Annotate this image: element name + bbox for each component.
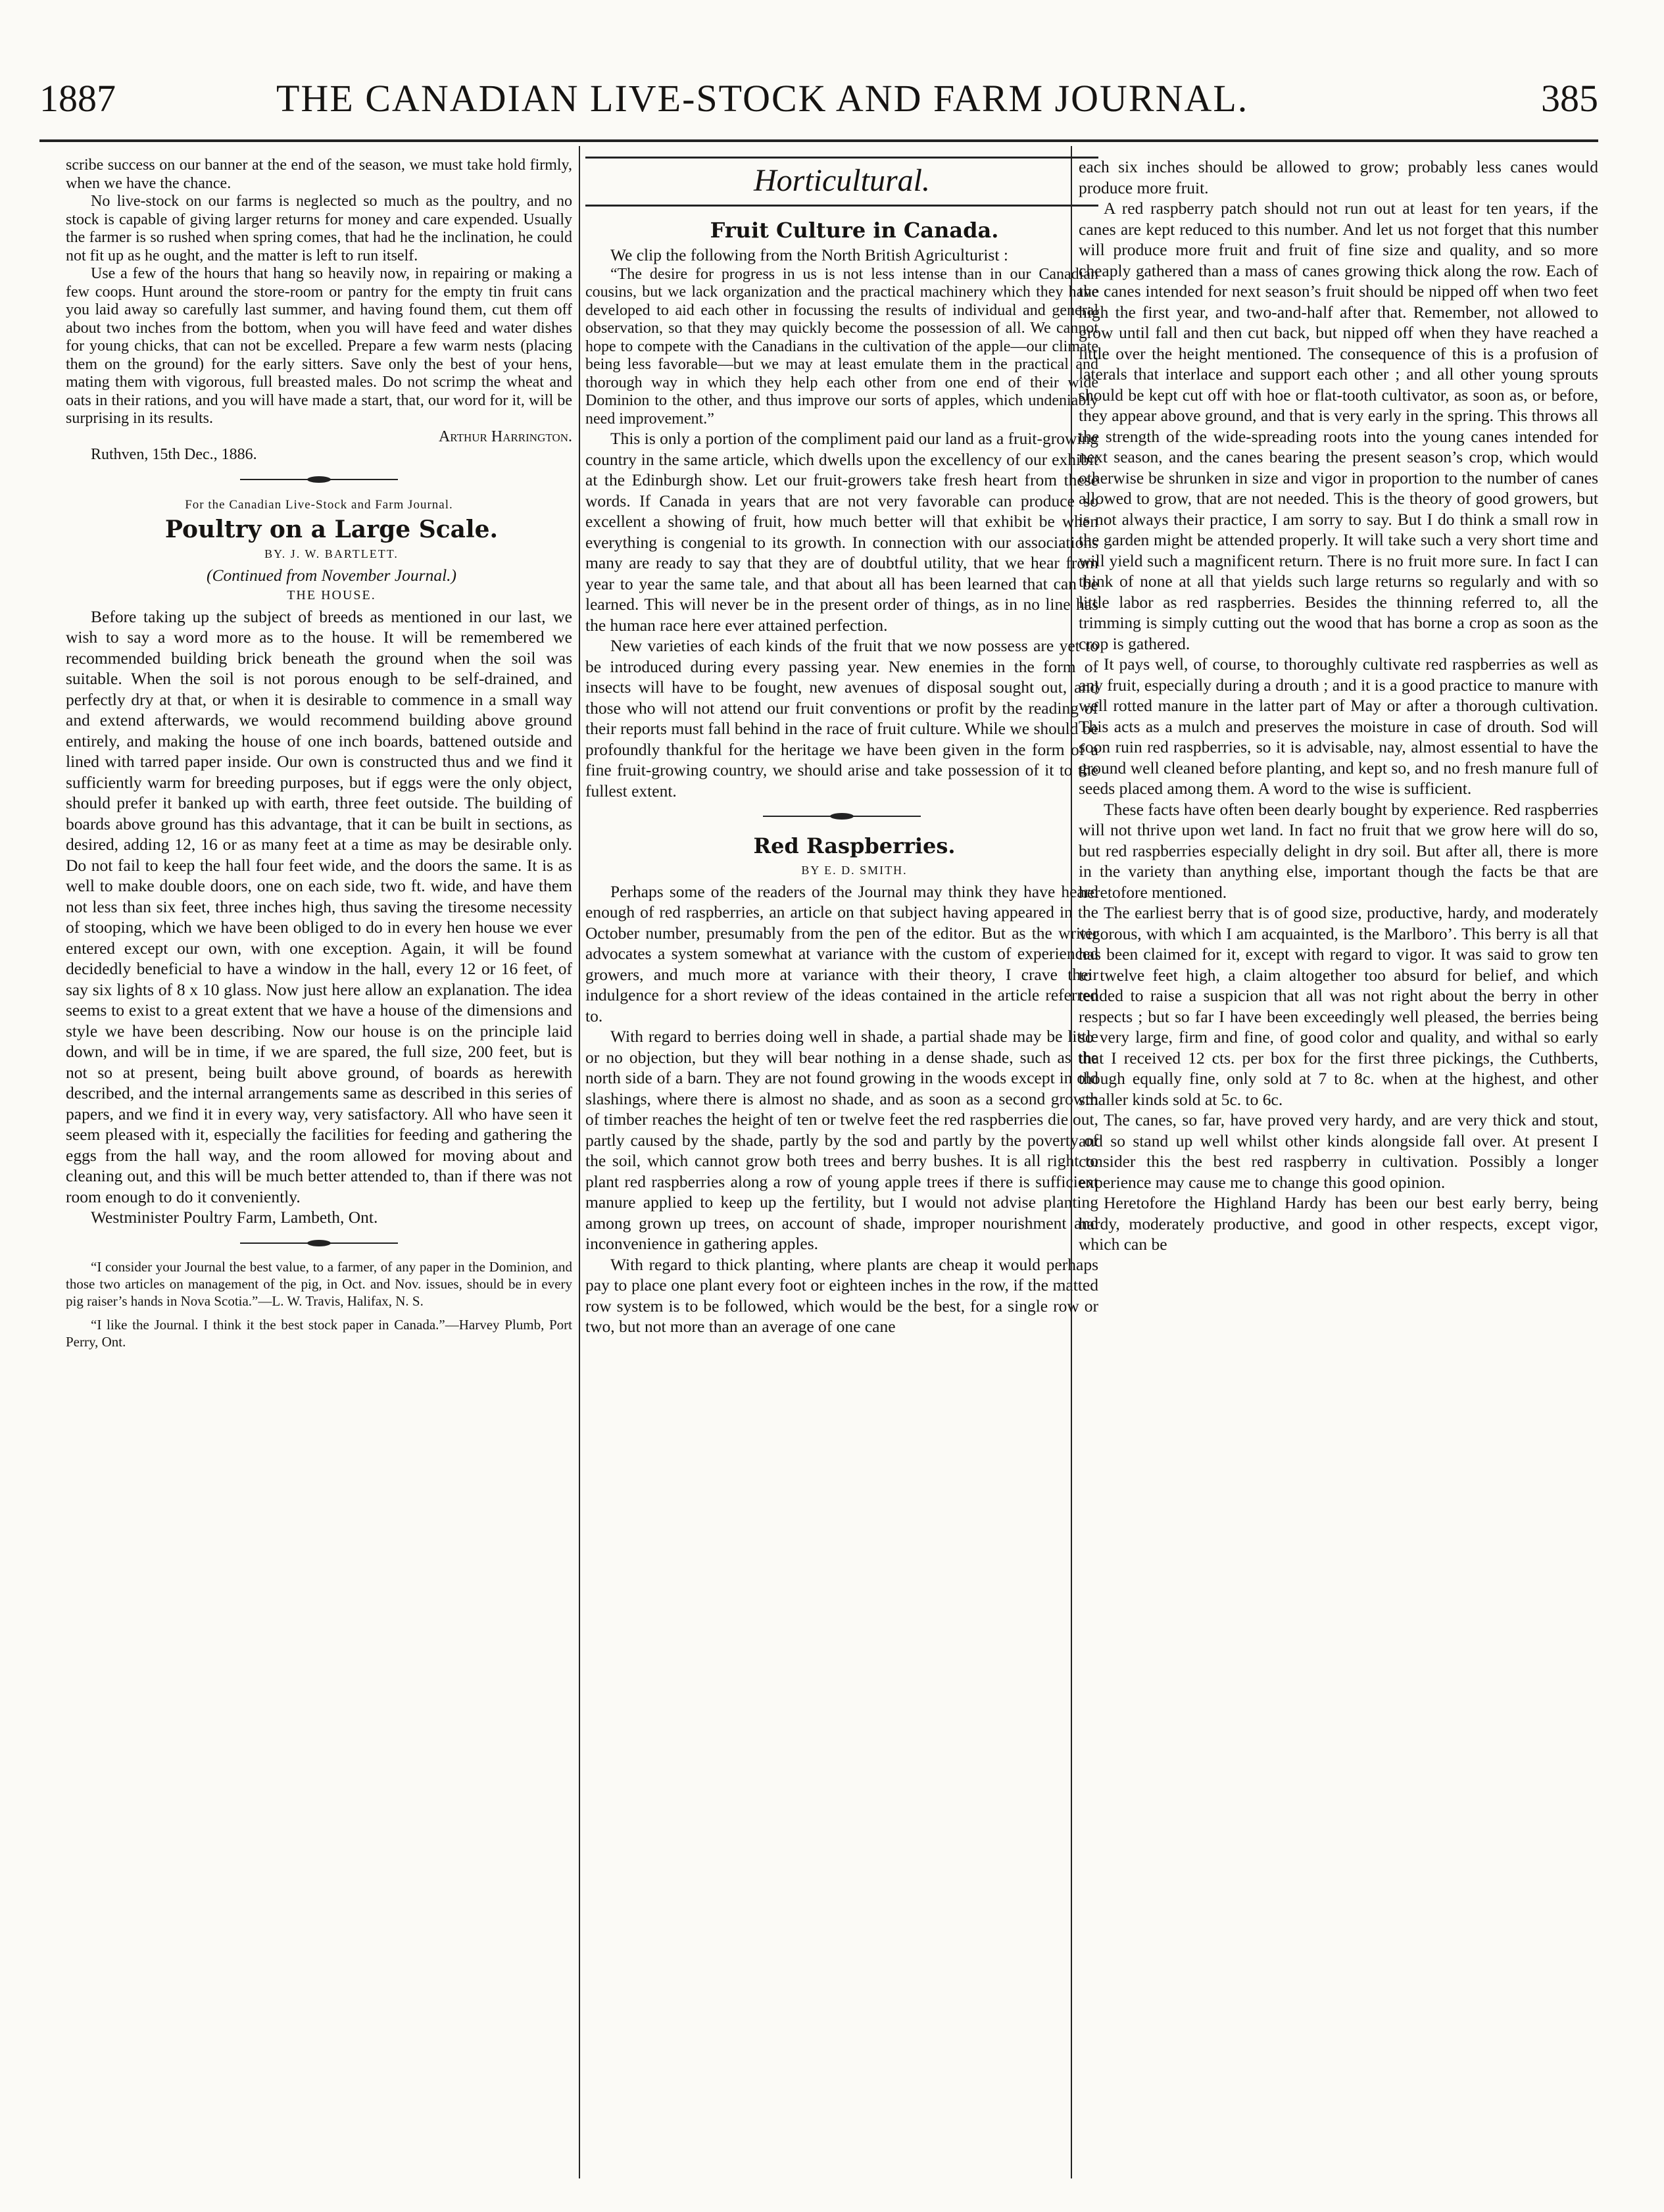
paragraph: No live-stock on our farms is neglected so much as the poultry, and no stock is capable of giving larger returns for money and care expended. Usually the farmer is so rushed when spring comes, that had he the inclination, he could not fit up as he ought, and the matter is left to run itself. [66,193,572,264]
ornament-divider [763,812,921,821]
paragraph: The earliest berry that is of good size, productive, hardy, and moderately vigorous, with which I am acquainted, is the Marlboro’. This berry is all that has been claimed for it, except with regard to vigor. It was said to grow ten to twelve feet high, a claim altogether too absurd for belief, and which tended to raise a suspicion that all was not right about the berry in other respects ; but so far I have been exceedingly well pleased, the berries being so very large, firm and fine, of good color and quality, and withal so early that I received 12 cts. per box for the first three pickings, the Cuthberts, though equally fine, only sold at 7 to 8c. when at the highest, and other smaller kinds sold at 5c. to 6c. [1079,903,1598,1109]
masthead-year: 1887 [39,77,116,120]
paragraph: These facts have often been dearly bought by experience. Red raspberries will not thrive upon wet land. In fact no fruit that we grow here will do so, but red raspberries especially delight in dry soil. But after all, there is more in the variety than anything else, important though the facts be that are heretofore mentioned. [1079,799,1598,902]
continued-note: (Continued from November Journal.) [206,565,457,585]
masthead-rule [39,139,1598,142]
paragraph: Use a few of the hours that hang so heavily now, in repairing or making a few coops. Hunt around the store-room or pantry for the empty tin fruit cans you laid away so carefully last summer, and having found them, cut them off about two inches from the bottom, when you will have feed and water dishes for young chicks, that can not be excelled. Prepare a few warm nests (placing them on the ground) for the early sitters. Save only the best of your hens, mating them with vigorous, full breasted males. Do not scrimp the wheat and oats in their rations, and you will have made a start, that, our word for it, will be surprising in its results. [66,265,572,427]
section-title-horticultural: Horticultural. [585,157,1098,207]
closing-line: Westminister Poultry Farm, Lambeth, Ont. [91,1208,378,1227]
testimonial: “I consider your Journal the best value, to a farmer, of any paper in the Dominion, and those two articles on management of the pig, in Oct. and Nov. issues, should be in every pig raiser’s hands in Nova Scotia.”—L. W. Travis, Halifax, N. S. [66,1258,572,1309]
paragraph: each six inches should be allowed to grow; probably less canes would produce more fruit. [1079,157,1598,197]
paragraph: With regard to berries doing well in shade, a partial shade may be little or no objection, but they will bear nothing in a dense shade, such as the north side of a barn. They are not found growing in the woods except in old slashings, where there is almost no shade, and as soon as a second growth of timber reaches the height of ten or twelve feet the red raspberries die out, partly caused by the shade, partly by the sod and partly by the poverty of the soil, which cannot grow both trees and berry bushes. It is all right to plant red raspberries along a row of young apple trees if there is sufficient manure applied to keep up the fertility, but I would not advise planting among grown up trees, on account of shade, improper nourishment and inconvenience in gathering apples. [585,1027,1098,1253]
paragraph: We clip the following from the North British Agriculturist : [610,245,1008,264]
paragraph: With regard to thick planting, where plants are cheap it would perhaps pay to place one plant every foot or eighteen inches in the row, if the matted row system is to be followed, which would be the best, for a single row or two, but not more than an average of one cane [585,1254,1098,1336]
masthead-title: THE CANADIAN LIVE-STOCK AND FARM JOURNAL. [276,77,1249,120]
section-heading: THE HOUSE. [287,588,376,602]
paragraph: The canes, so far, have proved very hardy, and are very thick and stout, and so stand up well whilst other kinds alongside fall over. At present I consider this the best red raspberry in cultivation. Possibly a longer experience may cause me to change this good opinion. [1079,1110,1598,1192]
column-1 [66,157,572,2182]
article-title-red-raspberries: Red Raspberries. [753,833,956,858]
masthead [39,72,1598,135]
paragraph: It pays well, of course, to thoroughly cultivate red raspberries as well as any fruit, especially during a drouth ; and it is a good practice to manure with well rotted manure in the latter part of May or after a thorough cultivation. This acts as a mulch and preserves the moisture in case of drouth. Sod will soon ruin red raspberries, so it is advisable, nay, almost essential to have the ground well cleaned before planting, and kept so, and no fresh manure full of seeds placed among them. A word to the wise is sufficient. [1079,654,1598,798]
paragraph: A red raspberry patch should not run out at least for ten years, if the canes are kept reduced to this number. And let us not forget that this number will produce more fruit and fruit of fine size and quality, and so more cheaply gathered than a mass of canes growing thick along the row. Each of the canes intended for next season’s fruit should be nipped off when two feet high the first year, and two-and-half after that. Remember, not allowed to grow until fall and then cut back, but nipped off when they have reached a little over the height mentioned. The consequence of this is a profusion of laterals that interlace and support each other ; and all other young sprouts should be kept cut off with hoe or flat-tooth cultivator, as soon as, or before, they appear above ground, and that is very early in the spring. This throws all the strength of the wide-spreading roots into the young canes intended for next season, and the canes bearing the present season’s crop, which would otherwise be shrunken in size and vigor in proportion to the number of canes allowed to grow, that are not needed. This is the theory of good growers, but is not always their practice, I am sorry to say. But I do think a small row in the garden might be attended properly. It will take such a very short time and will yield such a magnificent return. There is no fruit more sure. In fact I can think of none at all that yields such large returns so regularly and with so little labor as red raspberries. Besides the thinning referred to, all the trimming is simply cutting out the wood that has borne a crop as soon as the crop is gathered. [1079,199,1598,653]
ornament-divider [240,1239,398,1248]
paragraph: Before taking up the subject of breeds as mentioned in our last, we wish to say a word more as to the house. It will be remembered we recommended building brick beneath the ground when the soil was suitable. When the soil is not porous enough to be self-drained, and perfectly dry at that, or when it is desirable to commence in a small way and extend afterwards, we would recommend building above ground entirely, and making the house of one inch boards, battened outside and lined with tarred paper inside. Our own is constructed thus and we find it sufficiently warm for breeding purposes, but if eggs were the only object, should prefer it banked up with earth, three feet outside. The building of boards above ground has this advantage, that it can be built in sections, as desired, adding 12, 16 or as many feet at a time as may be desirable only. Do not fail to keep the hall four feet wide, and the doors the same. It is as well to make double doors, one on each side, two ft. wide, and have them not less than six feet, three inches high, thus saving the tiresome necessity of stooping, which we have been obliged to do in every hen house we ever entered except our own, with one exception. Again, it will be found decidedly beneficial to have a window in the hall, every 12 or 16 feet, of say six lights of 8 x 10 glass. Now just here allow an explanation. The idea seems to exist to a great extent that we have a house of the dimensions and style we have been describing. Now our house is on the principle laid down, and will be in time, if we are spared, the full size, 200 feet, but is not so at present, being built above ground, of boards as herewith described, and the internal arrangements same as described in this series of papers, and we find it in every way, very satisfactory. All who have seen it seem pleased with it, especially the facilities for feeding and gathering the eggs from the hall way, and the room allowed for moving about and cleaning out, and this will be much better attended to, than if there was not room enough to do it conveniently. [66,606,572,1206]
dateline: Ruthven, 15th Dec., 1886. [91,446,257,463]
column-2 [585,157,1098,2182]
paragraph: Heretofore the Highland Hardy has been our best early berry, being hardy, moderately productive, and good in other respects, except vigor, which can be [1079,1193,1598,1254]
author-signature: Arthur Harrington. [438,428,572,445]
paragraph: Perhaps some of the readers of the Journal may think they have heard enough of red raspberries, an article on that subject having appeared in the October number, presumably from the pen of the editor. But as the writer advocates a system somewhat at variance with the custom of experienced growers, and much more at variance with their theory, I crave their indulgence for a short review of the ideas contained in the article referred to. [585,881,1098,1025]
paragraph: New varieties of each kinds of the fruit that we now possess are yet to be introduced during every passing year. New enemies in the form of insects will have to be fought, new avenues of disposal sought out, and those who will not attend our fruit conventions or profit by the reading of their reports must fall behind in the race of fruit culture. While we should be profoundly thankful for the heritage we have been given in the form of a fine fruit-growing country, we should arise and take possession of it to the fullest extent. [585,636,1098,800]
paragraph: scribe success on our banner at the end of the season, we must take hold firmly, when we have the chance. [66,157,572,192]
ornament-divider [240,475,398,484]
byline: BY. J. W. BARTLETT. [264,547,399,560]
column-divider-1 [579,146,580,2178]
article-title-poultry: Poultry on a Large Scale. [164,516,499,543]
for-the-journal-line: For the Canadian Live-Stock and Farm Journal. [185,497,453,512]
paragraph: This is only a portion of the compliment paid our land as a fruit-growing country in the same article, which dwells upon the excellency of our exhibit at the Edinburgh show. Let our fruit-growers take fresh heart from these words. If Canada in years that are not very favorable can produce so excellent a showing of fruit, how much better will that exhibit be when everything is congenial to its growth. In connection with our associations many are ready to say that they are of doubtful utility, that we hear from year to year the same tale, and that about all has been learned that can be learned. This will never be in the present order of things, as in no line has the human race here ever attained perfection. [585,429,1098,635]
article-title-fruit-culture: Fruit Culture in Canada. [710,218,999,243]
column-3 [1079,157,1598,2182]
page-number: 385 [1541,77,1598,120]
quotation: “The desire for progress in us is not less intense than in our Canadian cousins, but we lack organization and the practical machinery which they have developed to aid each other in focussing the results of individual and general observation, so that they may quickly become the possession of all. We cannot hope to compete with the Canadians in the cultivation of the apple—our climate being less favorable—but we may at least emulate them in the practical and thorough way in which they help each other from one end of their wide Dominion to the other, and thus improve our sorts of apples, which undeniably need improvement.” [585,265,1098,428]
byline: BY E. D. SMITH. [801,864,908,877]
testimonial: “I like the Journal. I think it the best stock paper in Canada.”—Harvey Plumb, Port Perry, Ont. [66,1316,572,1350]
